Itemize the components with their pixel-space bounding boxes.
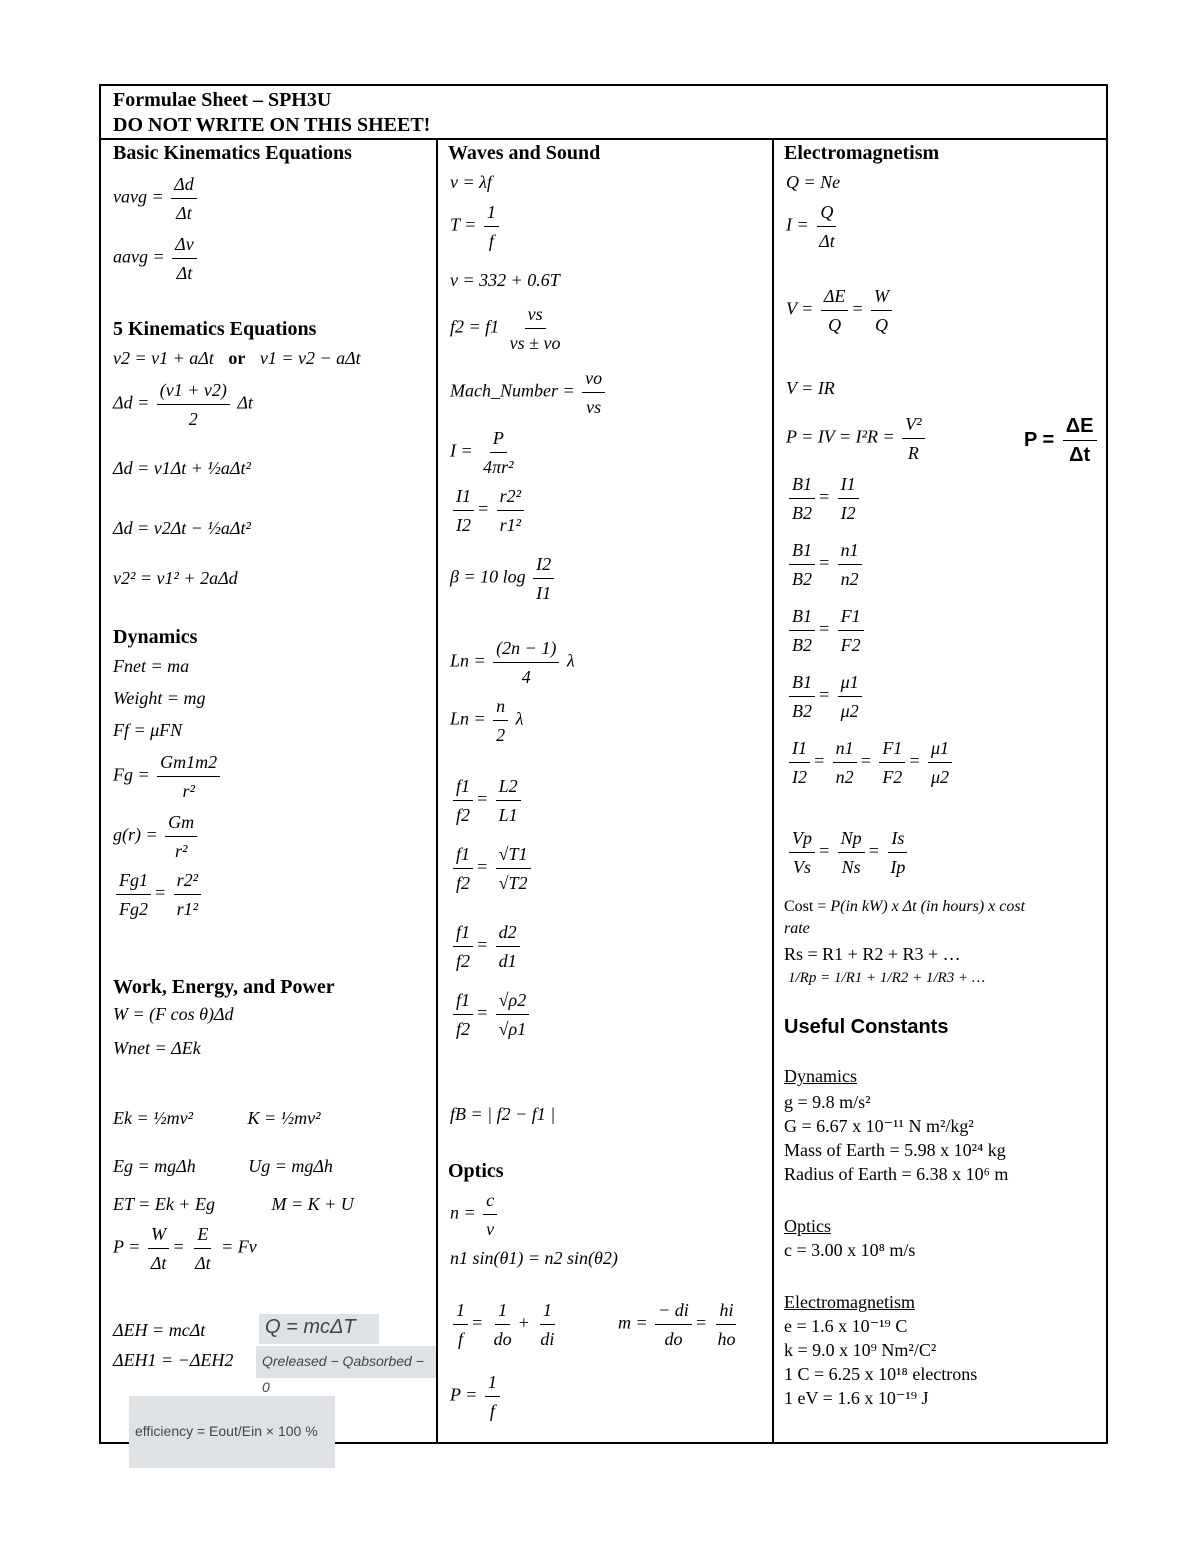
formula-potential-energy: Eg = mgΔh Ug = mgΔh xyxy=(113,1156,333,1176)
efficiency-image-box: efficiency = Eout/Ein × 100 % xyxy=(129,1396,335,1468)
heat-image-box: Q = mcΔT xyxy=(259,1314,379,1344)
formula-series-resistance: Rs = R1 + R2 + R3 + … xyxy=(784,944,961,964)
constant-elementary-charge: e = 1.6 x 10⁻¹⁹ C xyxy=(784,1316,908,1336)
formula-voltage: V = $\frac{\Delta E}{Q}$ = $\frac{W}{Q}$ xyxy=(786,282,895,339)
formula-gravity-force: Fg = $\frac{Gm1m2}{\text{r²}}$ xyxy=(113,748,223,805)
power-energy-image: P = $\frac{\Delta E}{\Delta t}$ xyxy=(1024,412,1100,469)
formula-magnification: m = $\frac{- di}{do}$ = $\frac{hi}{ho}$ xyxy=(618,1296,741,1353)
formula-transformer: $\frac{Vp}{Vs}$ = $\frac{Np}{Ns}$ = $\frac{Is}{Ip}$ xyxy=(786,824,911,881)
formula-b-current: $\frac{B1}{B2}$ = $\frac{I1}{I2}$ xyxy=(786,470,862,527)
formula-weight: Weight = mg xyxy=(113,688,206,708)
formula-work: W = (F cos θ)Δd xyxy=(113,1004,234,1024)
subheading-const-em: Electromagnetism xyxy=(784,1292,915,1312)
formula-wave-speed: v = λf xyxy=(450,172,492,192)
formula-wnet: Wnet = ΔEk xyxy=(113,1038,201,1058)
formula-index-of-refraction: n = $\frac{c}{v}$ xyxy=(450,1186,500,1243)
heat-exchange-image-box: Qreleased − Qabsorbed − 0 xyxy=(256,1346,436,1378)
formula-heat: ΔEH = mcΔt xyxy=(113,1320,206,1340)
formula-frequency-length: $\frac{f1}{f2}$ = $\frac{L2}{L1}$ xyxy=(450,772,524,829)
sheet-title: Formulae Sheet – SPH3U xyxy=(113,89,332,111)
heading-waves-sound: Waves and Sound xyxy=(448,142,601,164)
formula-cost: Cost = P(in kW) x Δt (in hours) x cost xyxy=(784,898,1026,915)
formula-kinetic-energy: Ek = ½mv² K = ½mv² xyxy=(113,1108,321,1128)
formula-lens-power: P = $\frac{1}{f}$ xyxy=(450,1368,503,1425)
formula-g-of-r: g(r) = $\frac{Gm}{\text{r²}}$ xyxy=(113,808,200,865)
formula-b-turns: $\frac{B1}{B2}$ = $\frac{n1}{n2}$ xyxy=(786,536,865,593)
formula-electric-power: P = IV = I²R = $\frac{\text{V²}}{R}$ xyxy=(786,410,928,467)
formula-snells-law: n1 sin(θ1) = n2 sin(θ2) xyxy=(450,1248,618,1268)
constant-earth-mass: Mass of Earth = 5.98 x 10²⁴ kg xyxy=(784,1140,1006,1160)
formula-k1: v2 = v1 + aΔt or v1 = v2 − aΔt xyxy=(113,348,361,368)
formula-k5: v2² = v1² + 2aΔd xyxy=(113,568,238,588)
formula-charge: Q = Ne xyxy=(786,172,841,192)
heading-five-kinematics: 5 Kinematics Equations xyxy=(113,318,317,340)
constant-gravitational: G = 6.67 x 10⁻¹¹ N m²/kg² xyxy=(784,1116,974,1136)
formula-period: T = $\frac{1}{f}$ xyxy=(450,198,502,255)
constant-g: g = 9.8 m/s² xyxy=(784,1092,871,1112)
subheading-const-dynamics: Dynamics xyxy=(784,1066,857,1086)
constant-coulomb: k = 9.0 x 10⁹ Nm²/C² xyxy=(784,1340,937,1360)
formula-vavg: vavg = $\frac{\Delta d}{\Delta t}$ xyxy=(113,170,200,227)
formula-intensity: I = $\frac{P}{\text{4πr²}}$ xyxy=(450,424,520,481)
formula-thin-lens: $\frac{1}{f}$ = $\frac{1}{do}$ + $\frac{1}{di}$ xyxy=(450,1296,560,1353)
sheet-warning: DO NOT WRITE ON THIS SHEET! xyxy=(113,114,431,136)
column-electromagnetism xyxy=(772,140,1106,1442)
formula-b-permeability: $\frac{B1}{B2}$ = $\frac{\mu 1}{\mu 2}$ xyxy=(786,668,865,725)
heading-useful-constants: Useful Constants xyxy=(784,1016,949,1038)
formula-aavg: aavg = $\frac{\Delta v}{\Delta t}$ xyxy=(113,230,200,287)
formula-k2: Δd = $\frac{(v1 + v2)}{2}$ Δt xyxy=(113,376,253,433)
formula-sheet xyxy=(99,84,1108,1444)
formula-parallel-resistance: 1/Rp = 1/R1 + 1/R2 + 1/R3 + … xyxy=(788,970,986,986)
formula-frequency-tension: $\frac{f1}{f2}$ = $\frac{√T1}{√T2}$ xyxy=(450,840,534,897)
heading-optics: Optics xyxy=(448,1160,504,1182)
formula-frequency-diameter: $\frac{f1}{f2}$ = $\frac{d2}{d1}$ xyxy=(450,918,523,975)
formula-closed-air-column: Ln = $\frac{(2n - 1)}{4}$ λ xyxy=(450,634,575,691)
constant-coulomb-electrons: 1 C = 6.25 x 10¹⁸ electrons xyxy=(784,1364,978,1384)
heading-electromagnetism: Electromagnetism xyxy=(784,142,940,164)
formula-gravity-ratio: $\frac{Fg1}{Fg2}$ = $\frac{\text{r2²}}{\text{r1²}}$ xyxy=(113,866,204,923)
heading-work-energy-power: Work, Energy, and Power xyxy=(113,976,335,998)
formula-decibel: β = 10 log $\frac{I2}{I1}$ xyxy=(450,550,557,607)
formula-ohms-law: V = IR xyxy=(786,378,835,398)
formula-sound-speed: v = 332 + 0.6T xyxy=(450,270,560,290)
constant-earth-radius: Radius of Earth = 6.38 x 10⁶ m xyxy=(784,1164,1009,1184)
formula-current: I = $\frac{Q}{\Delta t}$ xyxy=(786,198,841,255)
formula-k4: Δd = v2Δt − ½aΔt² xyxy=(113,518,251,538)
formula-friction: Ff = μFN xyxy=(113,720,183,740)
heading-dynamics: Dynamics xyxy=(113,626,198,648)
column-waves-optics xyxy=(436,140,772,1442)
formula-mach: Mach_Number = $\frac{vo}{vs}$ xyxy=(450,364,608,421)
formula-b-force: $\frac{B1}{B2}$ = $\frac{F1}{F2}$ xyxy=(786,602,867,659)
formula-cost-line2: rate xyxy=(784,920,810,937)
constant-electron-volt: 1 eV = 1.6 x 10⁻¹⁹ J xyxy=(784,1388,929,1408)
subheading-const-optics: Optics xyxy=(784,1216,831,1236)
formula-frequency-density: $\frac{f1}{f2}$ = $\frac{√\rho 2}{√\rho 1}$ xyxy=(450,986,532,1043)
formula-power: P = $\frac{W}{\Delta t}$ = $\frac{E}{\Delta t}$ = Fv xyxy=(113,1220,257,1277)
formula-total-energy: ET = Ek + Eg M = K + U xyxy=(113,1194,354,1214)
column-kinematics xyxy=(101,140,436,1442)
formula-intensity-ratio: $\frac{I1}{I2}$ = $\frac{\text{r2²}}{\text{r1²}}$ xyxy=(450,482,527,539)
heading-basic-kinematics: Basic Kinematics Equations xyxy=(113,142,352,164)
formula-doppler: f2 = f1 $\frac{vs}{vs \pm vo}$ xyxy=(450,300,567,357)
formula-heat-exchange: ΔEH1 = −ΔEH2 xyxy=(113,1350,234,1370)
constant-light-speed: c = 3.00 x 10⁸ m/s xyxy=(784,1240,916,1260)
formula-beat-frequency: fB = | f2 − f1 | xyxy=(450,1104,556,1124)
formula-open-air-column: Ln = $\frac{n}{2}$ λ xyxy=(450,692,523,749)
formula-solenoid-ratios: $\frac{I1}{I2}$ = $\frac{n1}{n2}$ = $\frac{F1}{F2}$ = $\frac{\mu 1}{\mu 2}$ xyxy=(786,734,955,791)
formula-k3: Δd = v1Δt + ½aΔt² xyxy=(113,458,251,478)
formula-fnet: Fnet = ma xyxy=(113,656,190,676)
sheet-header xyxy=(101,86,1106,140)
